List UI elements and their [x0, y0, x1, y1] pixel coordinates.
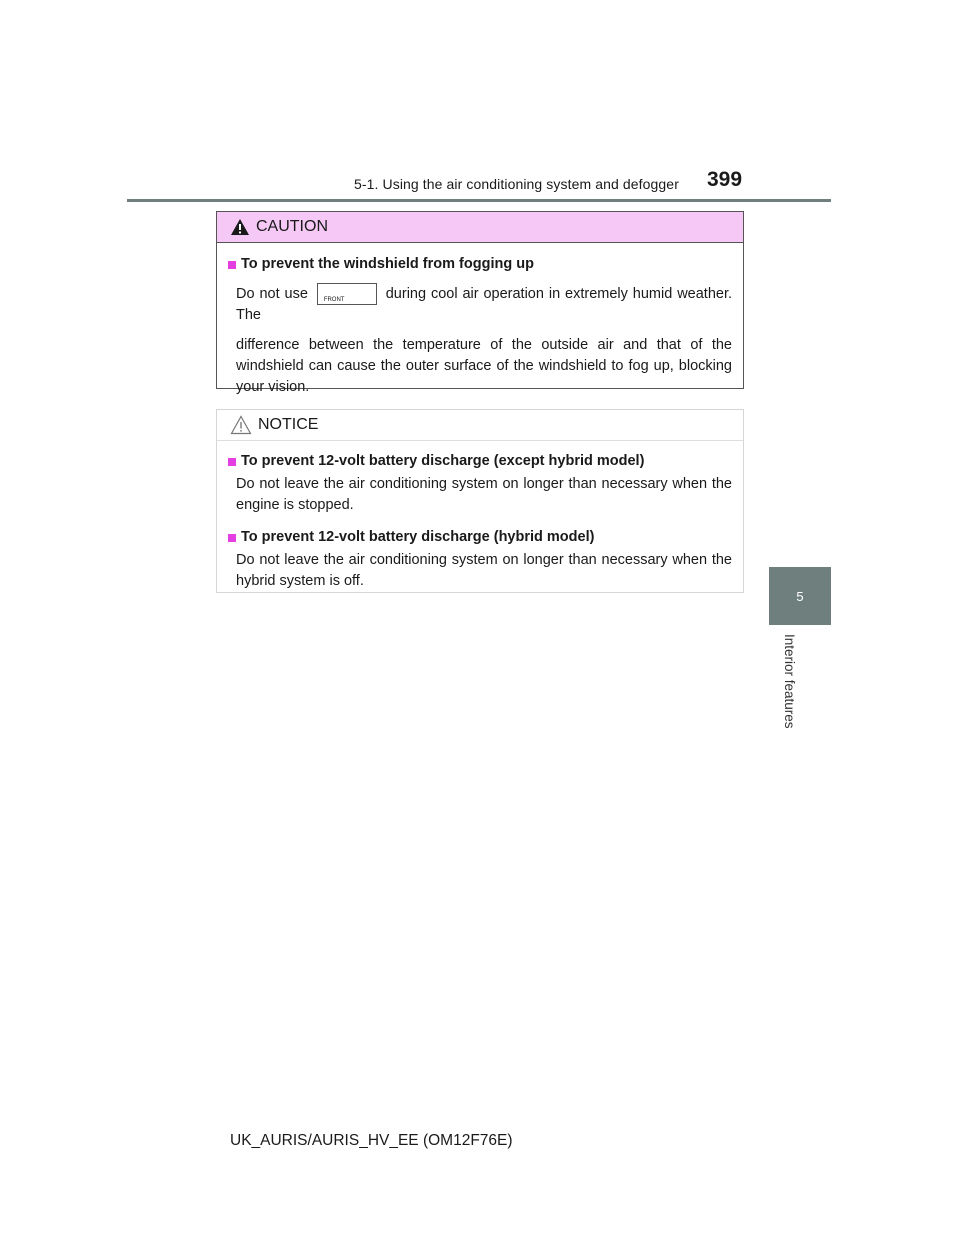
- caution-item-text-rest: difference between the temperature of the outside air and that of the windshield can cause the outer surface of the windshield to fog up, blocking your vision.: [236, 337, 732, 395]
- square-bullet-icon: [228, 458, 236, 466]
- chapter-tab[interactable]: [769, 567, 831, 625]
- notice-heading: NOTICE: [258, 416, 319, 433]
- notice-item-text: Do not leave the air conditioning system on longer than necessary when the engine is stopped.: [236, 476, 732, 513]
- notice-item-title: To prevent 12-volt battery discharge (hybrid model): [228, 527, 732, 548]
- caution-item-text: Do not use FRONT during cool air operation in extremely humid weather. The: [228, 283, 732, 326]
- chapter-number: 5: [796, 588, 804, 604]
- notice-item-title: To prevent 12-volt battery discharge (except hybrid model): [228, 451, 732, 472]
- caution-item-title: To prevent the windshield from fogging up: [228, 254, 732, 275]
- caution-header: [217, 212, 743, 243]
- front-defogger-button-icon: FRONT: [317, 283, 377, 305]
- header-rule: [127, 199, 831, 202]
- chapter-title: Interior features: [782, 634, 797, 729]
- warning-filled-icon: [230, 218, 250, 236]
- document-code: UK_AURIS/AURIS_HV_EE (OM12F76E): [230, 1132, 513, 1149]
- notice-header: [217, 410, 743, 441]
- page-number: 399: [707, 168, 743, 191]
- section-title: 5-1. Using the air conditioning system and defogger: [354, 176, 679, 192]
- warning-outline-icon: [230, 415, 252, 435]
- caution-box: [216, 211, 744, 395]
- square-bullet-icon: [228, 261, 236, 269]
- square-bullet-icon: [228, 534, 236, 542]
- notice-box: [216, 409, 744, 593]
- caution-heading: CAUTION: [256, 218, 328, 235]
- notice-item-text: Do not leave the air conditioning system on longer than necessary when the hybrid system is off.: [236, 552, 732, 589]
